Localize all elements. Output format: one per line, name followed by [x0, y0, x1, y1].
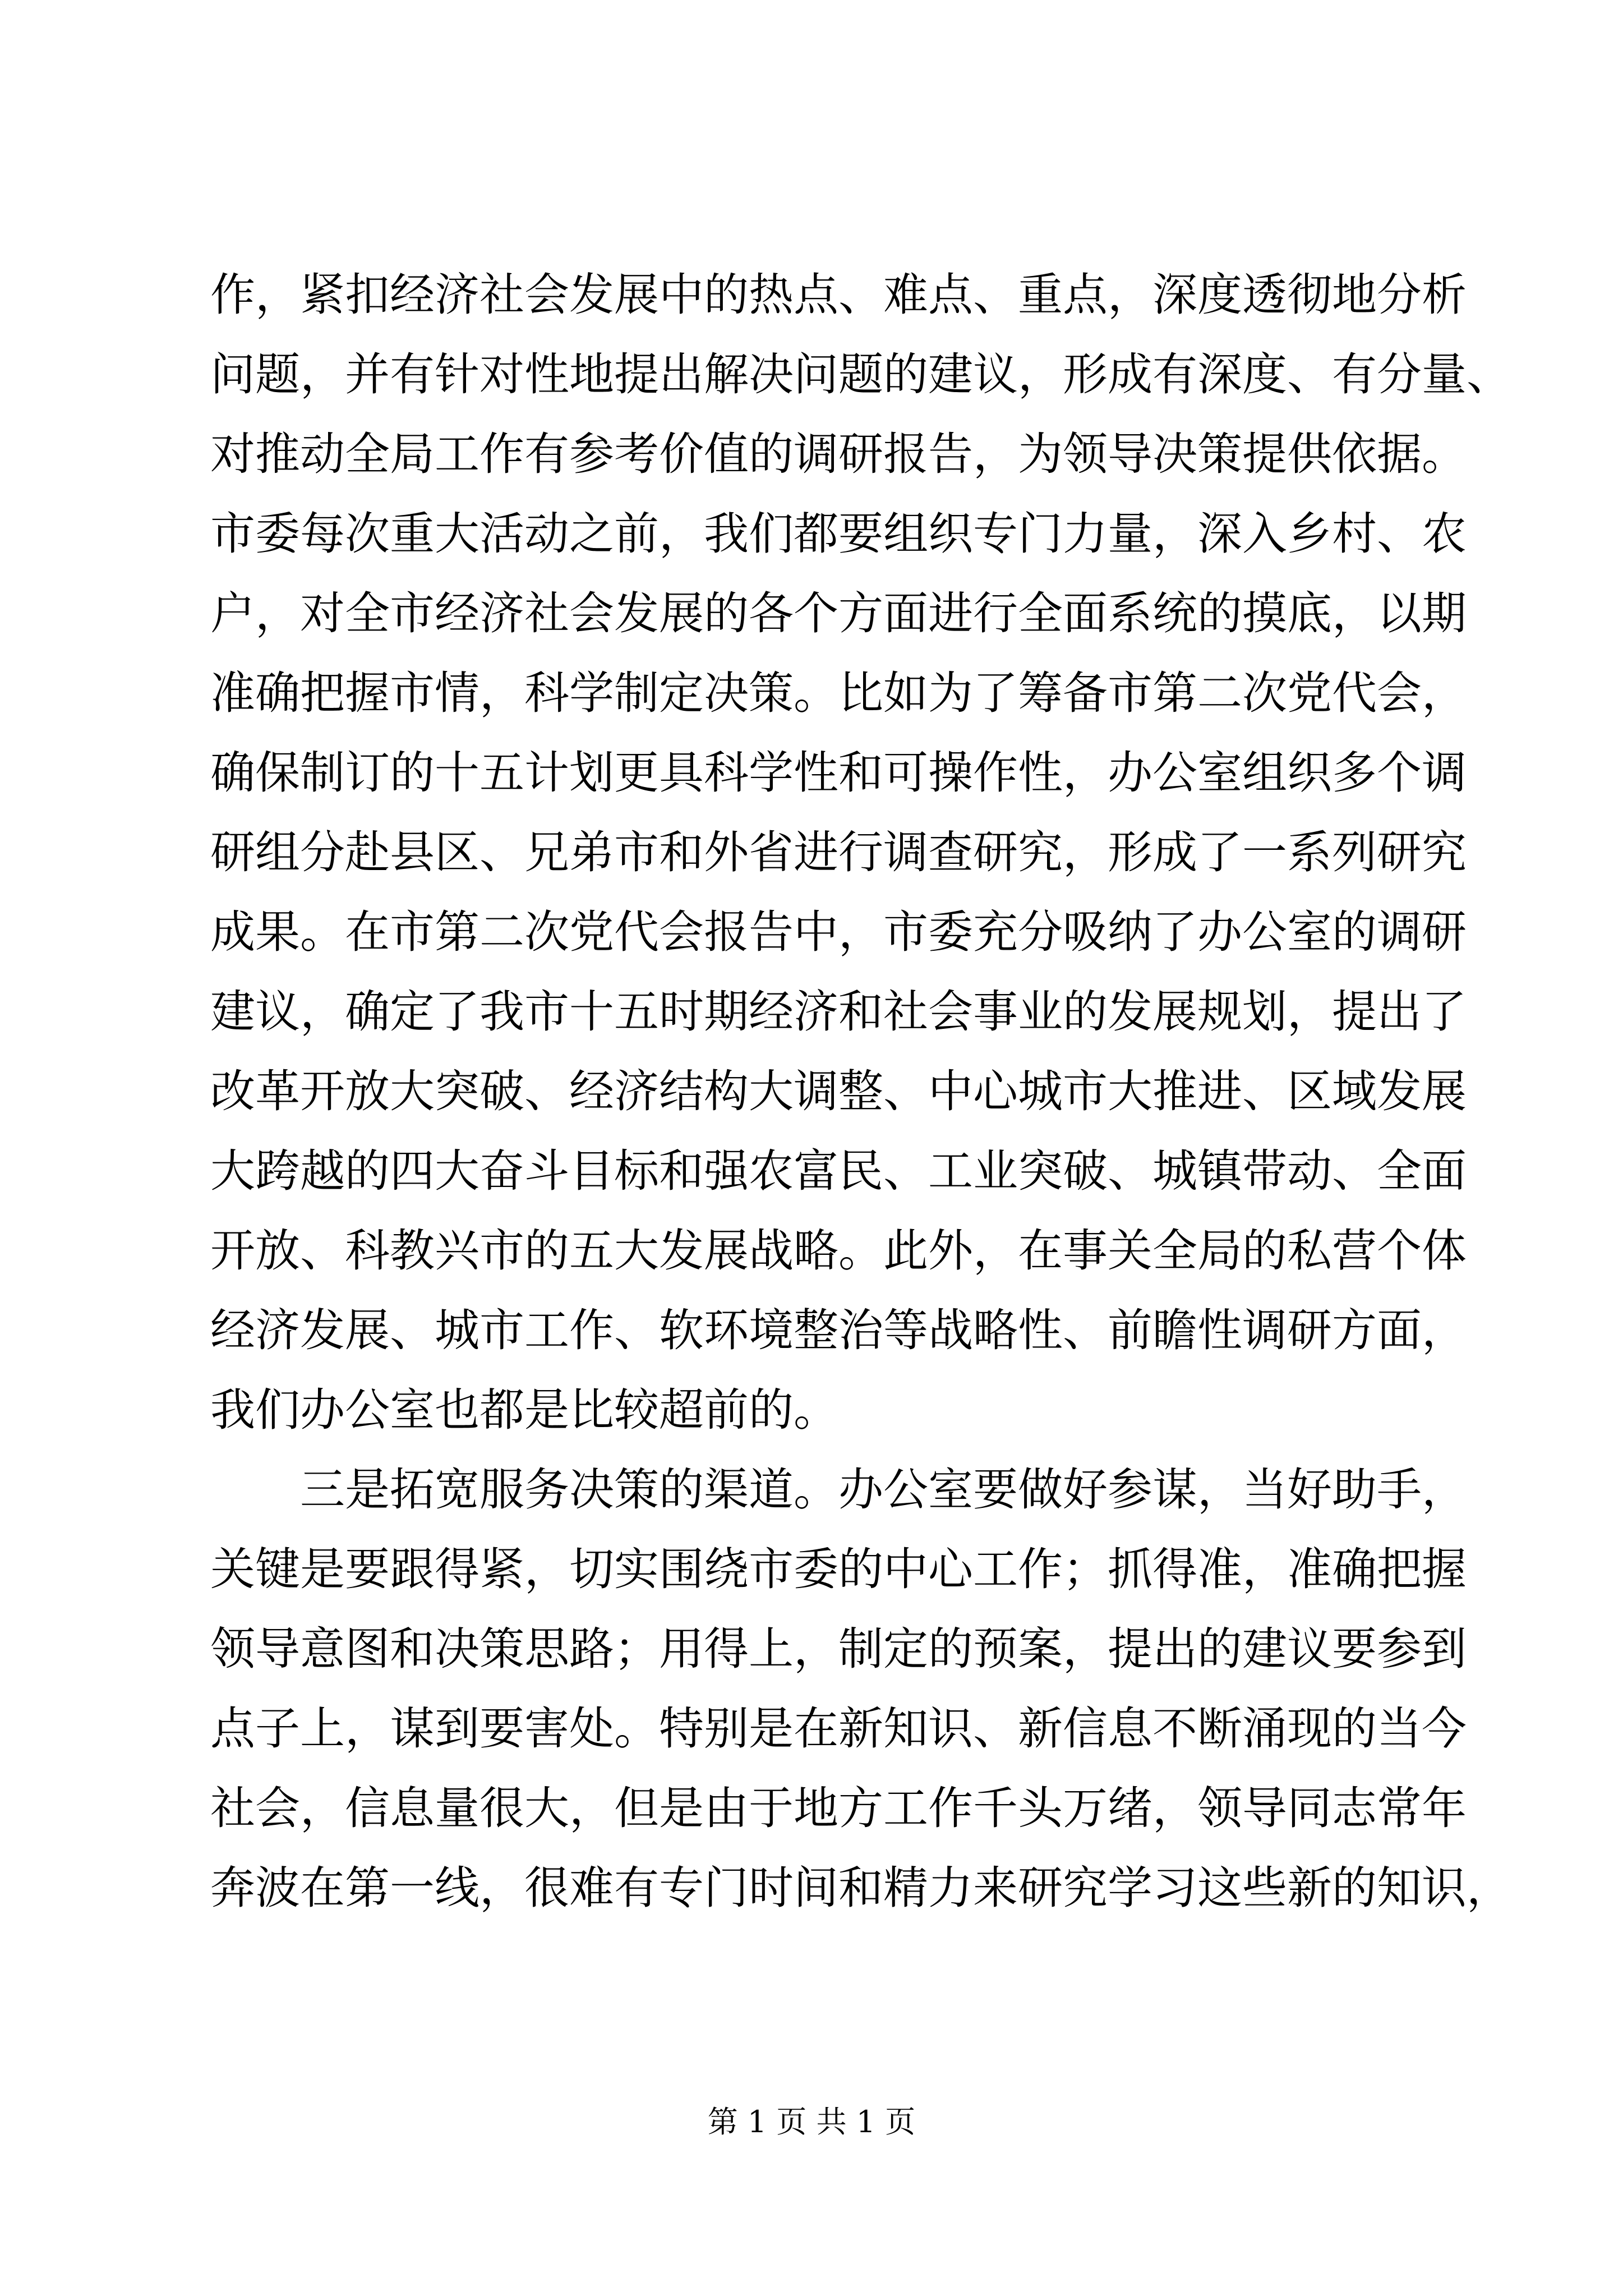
page-footer: 第 1 页 共 1 页	[707, 2104, 916, 2139]
text-line: 对推动全局工作有参考价值的调研报告，为领导决策提供依据。	[210, 428, 1467, 480]
text-line: 成果。在市第二次党代会报告中，市委充分吸纳了办公室的调研	[210, 906, 1467, 958]
text-line: 经济发展、城市工作、软环境整治等战略性、前瞻性调研方面，	[210, 1304, 1467, 1356]
text-line: 点子上，谋到要害处。特别是在新知识、新信息不断涌现的当今	[210, 1703, 1467, 1755]
paragraph-first-line: 三是拓宽服务决策的渠道。办公室要做好参谋，当好助手，	[300, 1464, 1467, 1516]
text-line: 确保制订的十五计划更具科学性和可操作性，办公室组织多个调	[210, 747, 1467, 799]
text-line: 社会，信息量很大，但是由于地方工作千头万绪，领导同志常年	[210, 1782, 1467, 1834]
text-line: 大跨越的四大奋斗目标和强农富民、工业突破、城镇带动、全面	[210, 1145, 1467, 1197]
text-line: 奔波在第一线，很难有专门时间和精力来研究学习这些新的知识，	[210, 1862, 1511, 1914]
paragraph-last-line: 我们办公室也都是比较超前的。	[210, 1384, 838, 1436]
text-line: 关键是要跟得紧，切实围绕市委的中心工作；抓得准，准确把握	[210, 1543, 1467, 1595]
body-text	[210, 255, 1511, 1928]
text-line: 研组分赴县区、兄弟市和外省进行调查研究，形成了一系列研究	[210, 826, 1467, 878]
text-line: 作，紧扣经济社会发展中的热点、难点、重点，深度透彻地分析	[210, 269, 1467, 321]
text-line: 改革开放大突破、经济结构大调整、中心城市大推进、区域发展	[210, 1065, 1467, 1117]
text-line: 户，对全市经济社会发展的各个方面进行全面系统的摸底，以期	[210, 587, 1467, 639]
text-line: 准确把握市情，科学制定决策。比如为了筹备市第二次党代会，	[210, 667, 1467, 719]
text-line: 建议，确定了我市十五时期经济和社会事业的发展规划，提出了	[210, 986, 1467, 1038]
text-line: 领导意图和决策思路；用得上，制定的预案，提出的建议要参到	[210, 1623, 1467, 1675]
text-line: 市委每次重大活动之前，我们都要组织专门力量，深入乡村、农	[210, 508, 1467, 560]
text-line: 问题，并有针对性地提出解决问题的建议，形成有深度、有分量、	[210, 348, 1511, 401]
text-line: 开放、科教兴市的五大发展战略。此外，在事关全局的私营个体	[210, 1225, 1467, 1277]
